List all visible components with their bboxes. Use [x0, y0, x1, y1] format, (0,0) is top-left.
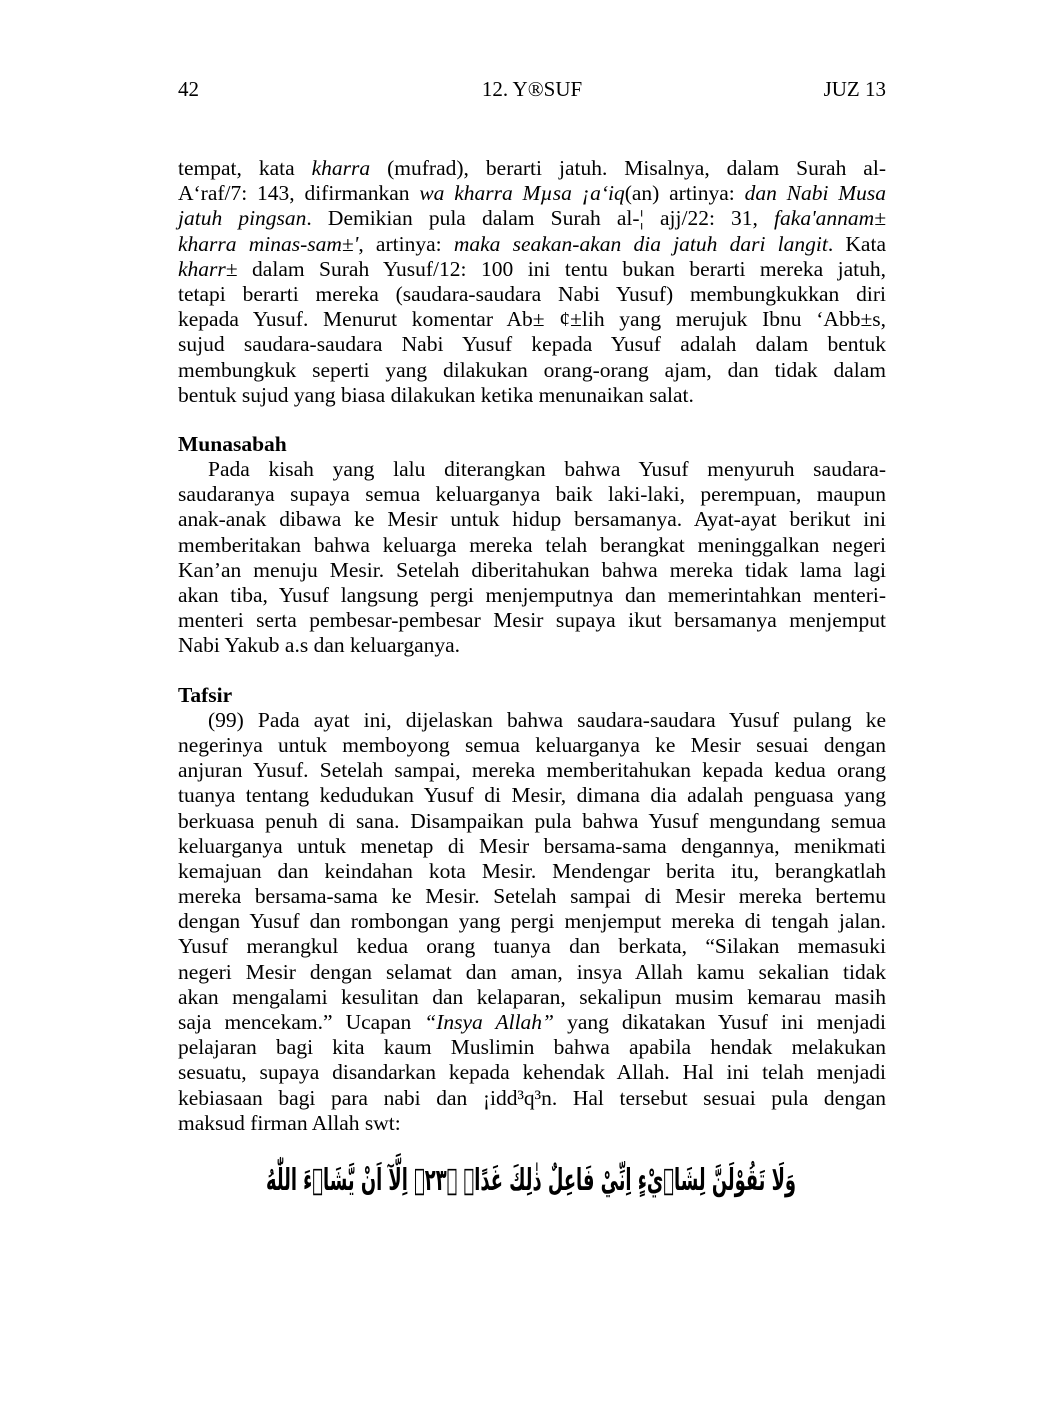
text-line: [178, 608, 886, 633]
juz-label: JUZ 13: [823, 77, 886, 101]
text-line: [178, 206, 886, 231]
text-run: Kan’an menuju Mesir. Setelah diberitahukan bahwa mereka tidak lama lagi: [178, 557, 886, 582]
text-line: [178, 834, 886, 859]
text-run: kemajuan dan keindahan kota Mesir. Mendengar berita itu, berangkatlah: [178, 858, 886, 883]
italic-term: kharra minas-sam±': [178, 231, 359, 256]
text-line: [178, 332, 886, 357]
text-run: bentuk sujud yang biasa dilakukan ketika menunaikan salat.: [178, 382, 694, 407]
text-line: [178, 934, 886, 959]
text-line: [178, 358, 886, 383]
munasabah-heading: Munasabah: [178, 431, 287, 456]
page-number: 42: [178, 77, 199, 101]
text-line: [178, 783, 886, 808]
body-text: [178, 156, 886, 1136]
text-run: Pada kisah yang lalu diterangkan bahwa Yusuf menyuruh saudara-: [208, 457, 886, 482]
text-run: (mufrad), berarti jatuh. Misalnya, dalam Surah al-: [370, 156, 886, 180]
text-line: [178, 181, 886, 206]
text-run: sesuatu, supaya disandarkan kepada kehendak Allah. Hal ini telah menjadi: [178, 1060, 886, 1085]
text-run: mereka bersama-sama ke Mesir. Setelah sampai di Mesir mereka bertemu: [178, 884, 886, 909]
text-line: [178, 257, 886, 282]
tafsir-paragraph: [178, 708, 886, 1136]
text-line: [178, 482, 886, 507]
text-run: . Demikian pula dalam Surah al-¦ ajj/22: 31,: [306, 206, 775, 231]
text-run: keluarganya untuk menetap di Mesir bersama-sama dengannya, menikmati: [178, 833, 886, 858]
text-line: [178, 558, 886, 583]
text-run: Nabi Yakub a.s dan keluarganya.: [178, 633, 461, 658]
tafsir-heading: Tafsir: [178, 682, 233, 707]
text-line: [178, 232, 886, 257]
text-run: kepada Yusuf. Menurut komentar Ab± ¢±lih yang merujuk Ibnu ‘Abb±s,: [178, 307, 886, 332]
intro-paragraph: [178, 156, 886, 408]
text-run: , artinya:: [358, 231, 454, 256]
italic-term: jatuh pingsan: [178, 206, 307, 231]
text-line: [178, 1111, 886, 1136]
text-line: [178, 533, 886, 558]
quran-verse-calligraphy: [262, 1150, 1034, 1206]
text-run: dengan Yusuf dan rombongan yang pergi menjemput mereka di tengah jalan.: [178, 909, 886, 934]
text-line: [178, 708, 886, 733]
text-line: [178, 960, 886, 985]
text-run: tempat, kata: [178, 156, 312, 180]
text-run: anjuran Yusuf. Setelah sampai, mereka memberitahukan kepada kedua orang: [178, 758, 886, 783]
text-run: tetapi berarti mereka (saudara-saudara Nabi Yusuf) membungkukkan diri: [178, 281, 886, 306]
text-line: [178, 383, 886, 408]
text-run: negerinya untuk memboyong semua keluarganya ke Mesir sesuai dengan: [178, 732, 886, 757]
text-run: . Kata: [827, 231, 886, 256]
text-line: [178, 859, 886, 884]
text-line: [178, 733, 886, 758]
text-run: tuanya tentang kedudukan Yusuf di Mesir, dimana dia adalah penguasa yang: [178, 783, 886, 808]
text-line: [178, 909, 886, 934]
text-line: [178, 583, 886, 608]
text-line: [178, 156, 886, 181]
text-run: kebiasaan bagi para nabi dan ¡idd³q³n. Hal tersebut sesuai pula dengan: [178, 1085, 886, 1110]
text-run: menteri serta pembesar-pembesar Mesir supaya ikut bersamanya menjemput: [178, 608, 886, 633]
text-run: memberitakan bahwa keluarga mereka telah berangkat meninggalkan negeri: [178, 532, 886, 557]
italic-term: wa kharra Mµsa ¡a‘iq: [419, 181, 625, 206]
text-run: negeri Mesir dengan selamat dan aman, insya Allah kamu sekalian tidak: [178, 959, 886, 984]
text-line: [178, 633, 886, 658]
text-line: [178, 985, 886, 1010]
running-header: [178, 74, 886, 104]
text-run: pelajaran bagi kita kaum Muslimin bahwa apabila hendak melakukan: [178, 1035, 886, 1060]
text-line: [178, 1060, 886, 1085]
text-run: maksud firman Allah swt:: [178, 1110, 401, 1135]
text-run: (99) Pada ayat ini, dijelaskan bahwa saudara-saudara Yusuf pulang ke: [208, 707, 886, 732]
italic-term: kharr±: [178, 256, 238, 281]
italic-term: maka seakan-akan dia jatuh dari langit: [453, 231, 828, 256]
text-line: [178, 1010, 886, 1035]
text-run: yang dikatakan Yusuf ini menjadi: [554, 1010, 886, 1034]
italic-term: faka'annam±: [774, 206, 886, 231]
munasabah-paragraph: [178, 457, 886, 659]
text-run: A‘raf/7: 143, difirmankan: [178, 181, 420, 206]
text-run: dalam Surah Yusuf/12: 100 ini tentu bukan berarti mereka jatuh,: [237, 256, 886, 281]
text-run: akan tiba, Yusuf langsung pergi menjemputnya dan memerintahkan menteri-: [178, 583, 886, 607]
chapter-title: 12. Y®SUF: [481, 77, 583, 101]
text-line: [178, 884, 886, 909]
text-run: saja mencekam.” Ucapan: [178, 1010, 425, 1034]
arabic-verse-text: وَلَا تَقُوْلَنَّ لِشَا۟يْءٍ اِنِّيْ فَاعِلٌ ذٰلِكَ غَدًاۙ ﴿٢٣﴾ اِلَّآ اَنْ يَّشَاۤءَ اللّٰهُ: [265, 1163, 1034, 1198]
italic-term: kharra: [311, 156, 371, 180]
text-run: membungkuk seperti yang dilakukan orang-orang ajam, dan tidak dalam: [178, 357, 886, 382]
text-run: (an) artinya:: [624, 181, 745, 206]
text-line: [178, 809, 886, 834]
text-run: Yusuf merangkul kedua orang tuanya dan berkata, “Silakan memasuki: [178, 934, 886, 959]
text-line: [178, 758, 886, 783]
text-run: berkuasa penuh di sana. Disampaikan pula bahwa Yusuf mengundang semua: [178, 808, 886, 833]
text-line: [178, 1086, 886, 1111]
italic-term: dan Nabi Musa: [744, 181, 886, 206]
text-line: [178, 507, 886, 532]
text-run: saudaranya supaya semua keluarganya baik laki-laki, perempuan, maupun: [178, 482, 886, 507]
text-run: akan mengalami kesulitan dan kelaparan, sekalipun musim kemarau masih: [178, 984, 886, 1009]
text-run: anak-anak dibawa ke Mesir untuk hidup bersamanya. Ayat-ayat berikut ini: [178, 507, 886, 532]
text-line: [178, 457, 886, 482]
text-line: [178, 307, 886, 332]
text-line: [178, 282, 886, 307]
text-run: sujud saudara-saudara Nabi Yusuf kepada Yusuf adalah dalam bentuk: [178, 332, 886, 357]
text-line: [178, 1035, 886, 1060]
italic-term: “Insya Allah”: [424, 1010, 555, 1034]
